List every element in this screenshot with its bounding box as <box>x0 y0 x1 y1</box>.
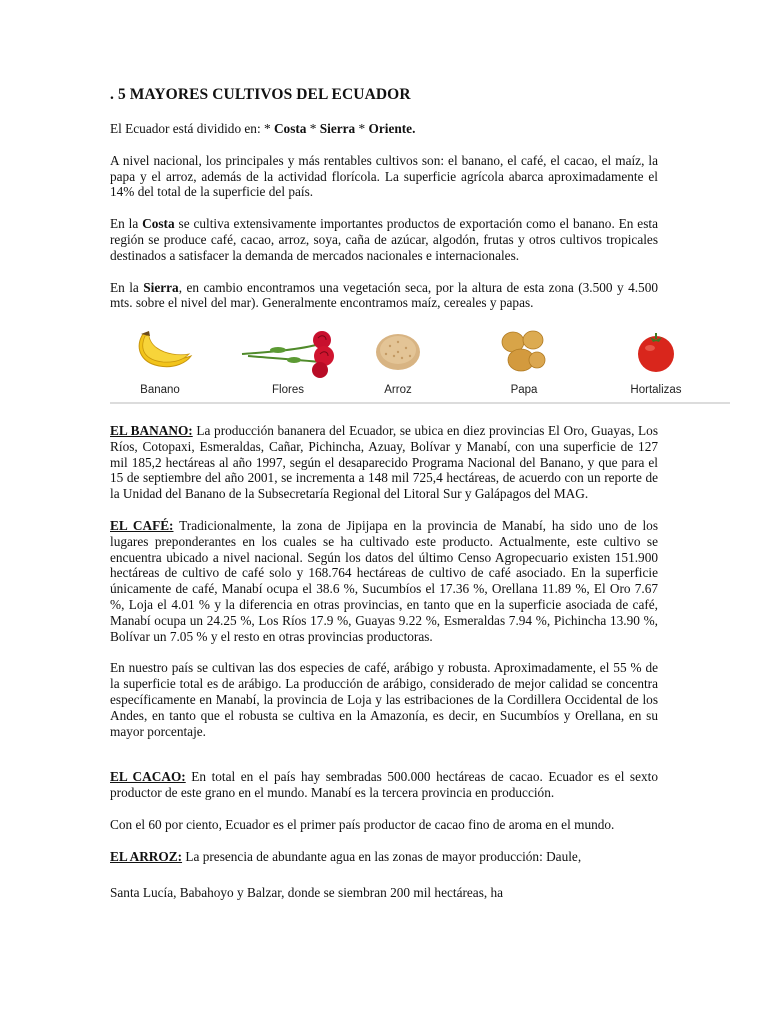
crop-arroz <box>348 326 448 402</box>
heading-cafe: EL CAFÉ: <box>110 517 174 533</box>
paragraph-sierra <box>110 280 658 312</box>
page-title: . 5 MAYORES CULTIVOS DEL ECUADOR <box>110 86 411 103</box>
intro-sep: * <box>306 121 320 136</box>
region-oriente: Oriente. <box>368 121 416 136</box>
heading-arroz: EL ARROZ: <box>110 848 183 864</box>
section-cafe <box>110 518 658 644</box>
region-sierra: Sierra <box>319 121 356 136</box>
paragraph-cafe-especies: En nuestro país se cultivan las dos especies de café, arábigo y robusta. Aproximadamente, el 55 % de la superficie total es de arábigo. La producción de arábigo, considerado de mejor calidad se concentra específicamente en Manabí, la provincia de Loja y las estribaciones de la Cordillera Occidental de los Andes, en tanto que el robusta se cultiva en la Amazonía, es decir, en Sucumbíos y Orellana, en su mayor porcentaje. <box>110 660 658 739</box>
caption-arroz: Arroz <box>384 384 412 396</box>
section-cacao <box>110 769 658 801</box>
strip-divider <box>110 402 730 404</box>
intro-prefix: El Ecuador está dividido en: * <box>110 121 274 136</box>
region-costa: Costa <box>273 121 307 136</box>
heading-cacao: EL CACAO: <box>110 769 186 785</box>
text-arroz: La presencia de abundante agua en las zonas de mayor producción: Daule, <box>182 848 582 864</box>
paragraph-costa <box>110 216 658 263</box>
caption-flores: Flores <box>272 384 304 396</box>
paragraph-arroz-zonas: Santa Lucía, Babahoyo y Balzar, donde se siembran 200 mil hectáreas, ha <box>110 884 504 900</box>
document-page <box>110 86 658 327</box>
crops-image-strip <box>110 326 730 404</box>
crop-flores <box>232 326 344 402</box>
document-body <box>110 423 658 916</box>
potato-icon <box>493 326 555 376</box>
text-banano: La producción bananera del Ecuador, se ubica en diez provincias El Oro, Guayas, Los Ríos, Cotopaxi, Esmeraldas, Cañar, Pichincha, Azuay, Bolívar y Manabí, con una superficie de 127 mil 185,2 hectáreas al año 1997, según el desaparecido Programa Nacional del Banano, y que para el 15 de septiembre del año 2001, se incrementa a 148 mil 725,4 hectáreas, de acuerdo con un reporte de la Unidad del Banano de la Subsecretaría Regional del Litoral Sur y Galápagos del MAG. <box>110 423 658 502</box>
caption-hortalizas: Hortalizas <box>630 384 682 396</box>
intro-paragraph <box>110 121 658 137</box>
costa-pre: En la <box>110 216 143 232</box>
costa-bold: Costa <box>142 216 175 232</box>
text-cafe: Tradicionalmente, la zona de Jipijapa en la provincia de Manabí, ha sido uno de los lugares preponderantes en los cuales se ha cultivado este producto. Actualmente, este cultivo se encuentra ubicado a nivel nacional. Según los datos del último Censo Agropecuario existen 151.900 hectáreas de cultivo de café solo y 168.764 hectáreas de cultivo de café asociado. En la superficie únicamente de café, Manabí ocupa el 38.6 %, Sucumbíos el 17.36 %, Orellana 11.89 %, El Oro 7.67 %, Loja el 4.01 % y la diferencia en otras provincias, en tanto que en la superficie asociada de café, Manabí ocupa un 24.25 %, Los Ríos 17.9 %, Guayas 9.22 %, Esmeraldas 7.94 %, Pichincha 13.90 %, Bolívar un 7.05 % y el resto en otras provincias productoras. <box>110 517 658 644</box>
section-banano <box>110 423 658 502</box>
intro-sep: * <box>355 121 369 136</box>
heading-banano: EL BANANO: <box>110 423 193 438</box>
sierra-pre: En la <box>110 279 144 295</box>
tomato-icon <box>628 326 684 376</box>
crop-hortalizas <box>606 326 706 402</box>
spacer <box>110 755 658 769</box>
caption-banano: Banano <box>140 384 180 396</box>
crop-banano <box>110 326 210 402</box>
text-cacao: En total en el país hay sembradas 500.000 hectáreas de cacao. Ecuador es el sexto productor de este grano en el mundo. Manabí es la tercera provincia en producción. <box>110 769 658 801</box>
caption-papa: Papa <box>510 384 538 396</box>
paragraph-nacional: A nivel nacional, los principales y más rentables cultivos son: el banano, el café, el cacao, el maíz, la papa y el arroz, además de la actividad florícola. La superficie agrícola abarca aproximadamente el 14% del total de la superficie del país. <box>110 152 658 200</box>
rice-icon <box>368 326 428 376</box>
roses-icon <box>238 326 338 380</box>
paragraph-cacao-aroma: Con el 60 por ciento, Ecuador es el primer país productor de cacao fino de aroma en el mundo. <box>110 816 615 832</box>
banana-icon <box>125 326 195 376</box>
costa-text: se cultiva extensivamente importantes productos de exportación como el banano. En esta región se produce café, cacao, arroz, soya, caña de azúcar, algodón, frutas y otros cultivos tropicales destinados a satisfacer la demanda de mercados nacionales e internacionales. <box>110 216 658 263</box>
sierra-bold: Sierra <box>143 279 179 295</box>
crop-papa <box>474 326 574 402</box>
section-arroz <box>110 849 658 865</box>
sierra-text: , en cambio encontramos una vegetación seca, por la altura de esta zona (3.500 y 4.500 mts. sobre el nivel del mar). Generalmente encontramos maíz, cereales y papas. <box>110 279 659 311</box>
